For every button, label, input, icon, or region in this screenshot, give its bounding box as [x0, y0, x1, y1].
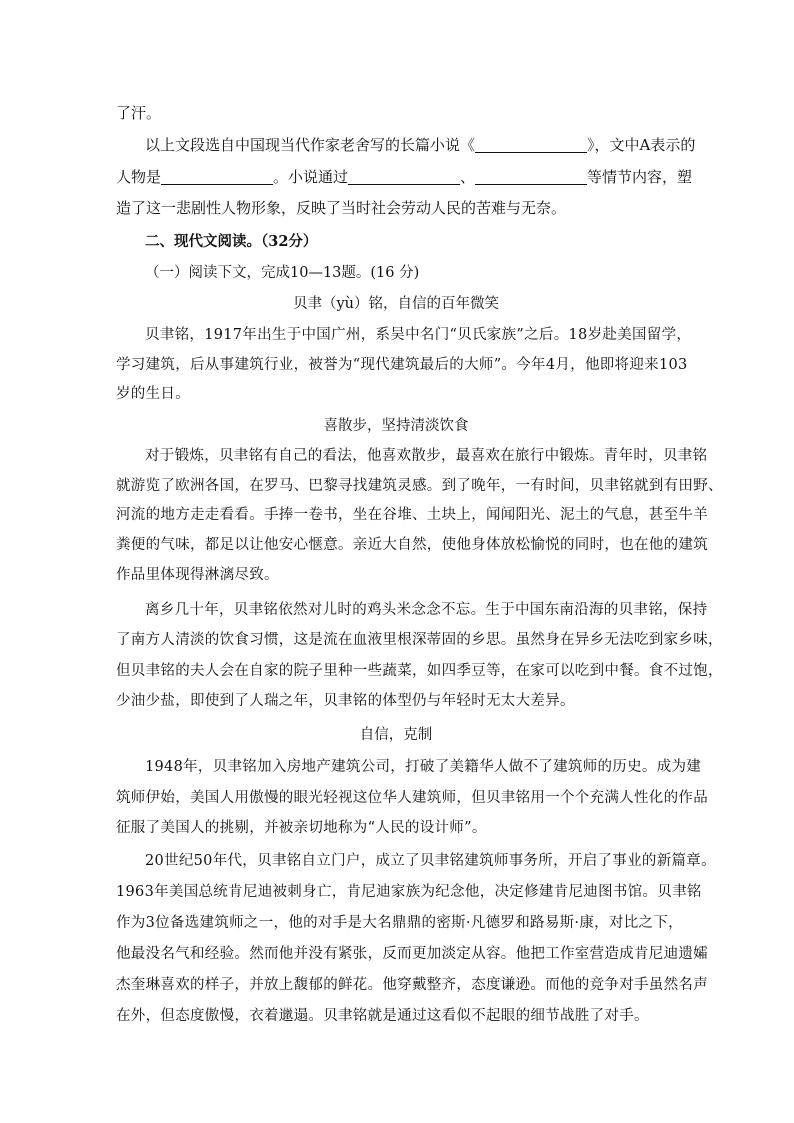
paragraph-5-line: 1963年美国总统肯尼迪被刺身亡，肯尼迪家族为纪念他，决定修建肯尼迪图书馆。贝聿铭 [116, 884, 702, 900]
preamble-line-3: 人物是 。小说通过 、 等情节内容，塑 [116, 168, 693, 186]
paragraph-2-line: 河流的地方走走看看。手捧一卷书，坐在谷堆、土块上，闻闻阳光、泥土的气息，甚至牛羊 [116, 507, 708, 523]
novel-title-blank[interactable] [475, 136, 587, 153]
paragraph-5-line: 作为3位备选建筑师之一，他的对手是大名鼎鼎的密斯·凡德罗和路易斯·康，对比之下， [116, 915, 683, 931]
section-heading-diet: 喜散步，坚持清淡饮食 [323, 418, 469, 434]
paragraph-5-line: 杰奎琳喜欢的样子，并放上馥郁的鲜花。他穿戴整齐，态度谦逊。而他的竞争对手虽然名声 [116, 977, 708, 993]
paragraph-4-line: 征服了美国人的挑剔，并被亲切地称为“人民的设计师”。 [116, 820, 487, 836]
paragraph-3-line: 离乡几十年，贝聿铭依然对儿时的鸡头米念念不忘。生于中国东南沿海的贝聿铭，保持 [145, 602, 708, 618]
paragraph-5-line: 在外，但态度傲慢，衣着邋遢。贝聿铭就是通过这看似不起眼的细节战胜了对手。 [116, 1008, 649, 1024]
plot-blank-2[interactable] [475, 168, 587, 185]
preamble-line-1: 了汗。 [116, 104, 162, 122]
paragraph-1-line: 贝聿铭，1917年出生于中国广州，系吴中名门“贝氏家族”之后。18岁赴美国留学， [145, 327, 692, 343]
paragraph-4-line: 1948年，贝聿铭加入房地产建筑公司，打破了美籍华人做不了建筑师的历史。成为建 [145, 759, 702, 775]
paragraph-5-line: 他最没名气和经验。然而他并没有紧张，反而更加淡定从容。他把工作室营造成肯尼迪遗孀 [116, 946, 708, 962]
paragraph-4-line: 筑师伊始，美国人用傲慢的眼光轻视这位华人建筑师，但贝聿铭用一个个充满人性化的作品 [116, 790, 708, 806]
plot-blank-1[interactable] [348, 168, 460, 185]
paragraph-2-line: 对于锻炼，贝聿铭有自己的看法，他喜欢散步，最喜欢在旅行中锻炼。青年时，贝聿铭 [145, 448, 708, 464]
section-subheading: （一）阅读下文，完成10—13题。(16 分) [145, 265, 420, 281]
paragraph-5-line: 20世纪50年代，贝聿铭自立门户，成立了贝聿铭建筑师事务所，开启了事业的新篇章。 [145, 853, 716, 869]
paragraph-3-line: 但贝聿铭的夫人会在自家的院子里种一些蔬菜，如四季豆等，在家可以吃到中餐。食不过饱， [116, 663, 723, 679]
paragraph-2-line: 粪便的气味，都足以让他安心惬意。亲近大自然，使他身体放松愉悦的同时，也在他的建筑 [116, 537, 708, 553]
paragraph-2-line: 就游览了欧洲各国，在罗马、巴黎寻找建筑灵感。到了晚年，一有时间，贝聿铭就到有田野、 [116, 478, 723, 494]
paragraph-2-line: 作品里体现得淋漓尽致。 [116, 567, 279, 583]
article-title: 贝聿（yù）铭，自信的百年微笑 [292, 296, 500, 312]
section-heading-confidence: 自信，克制 [359, 727, 433, 743]
paragraph-3-line: 少油少盐，即使到了人瑞之年，贝聿铭的体型仍与年轻时无太大差异。 [116, 693, 575, 709]
paragraph-3-line: 了南方人清淡的饮食习惯，这是流在血液里根深蒂固的乡思。虽然身在异乡无法吃到家乡味， [116, 632, 723, 648]
preamble-line-4: 造了这一悲剧性人物形象，反映了当时社会劳动人民的苦难与无奈。 [116, 199, 567, 217]
paragraph-1-line: 岁的生日。 [116, 386, 190, 402]
section-heading: 二、现代文阅读。（32分） [145, 233, 318, 250]
paragraph-1-line: 学习建筑，后从事建筑行业，被誉为“现代建筑最后的大师”。今年4月，他即将迎来103 [116, 357, 688, 373]
preamble-line-2: 以上文段选自中国现当代作家老舍写的长篇小说《 》，文中A表示的 [145, 136, 696, 154]
character-blank[interactable] [161, 168, 273, 185]
